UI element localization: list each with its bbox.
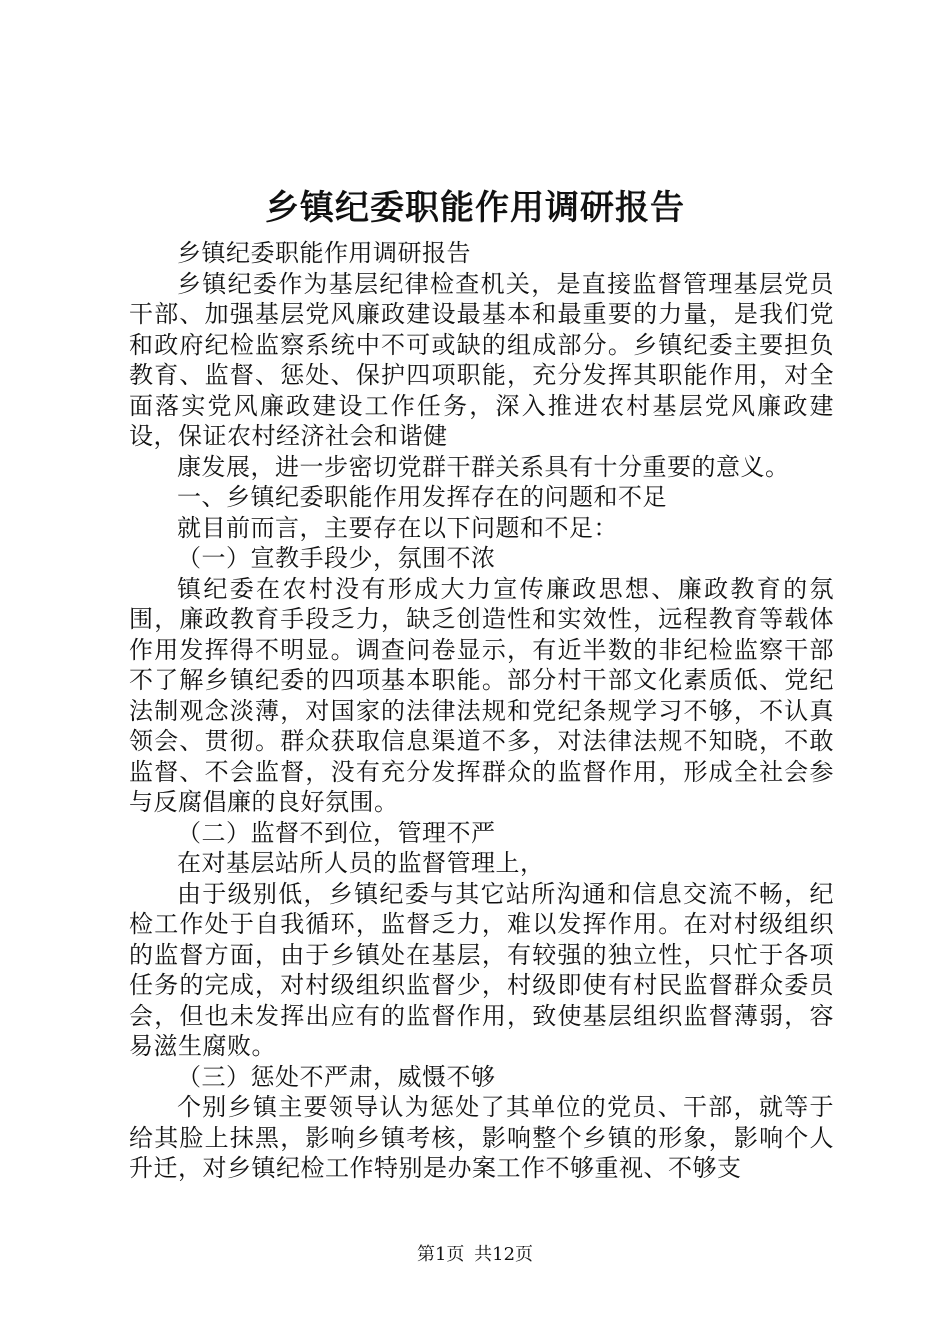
subsection-heading: （一）宣教手段少，氛围不浓	[177, 544, 496, 572]
paragraph: 镇纪委在农村没有形成大力宣传廉政思想、廉政教育的氛围，廉政教育手段乏力，缺乏创造性和实效性，远程教育等载体作用发挥得不明显。调查问卷显示，有近半数的非纪检监察干部不了解乡镇纪委的四项基本职能。部分村干部文化素质低、党纪法制观念淡薄，对国家的法律法规和党纪条规学习不够，不认真领会、贯彻。群众获取信息渠道不多，对法律法规不知晓，不敢监督、不会监督，没有充分发挥群众的监督作用，形成全社会参与反腐倡廉的良好氛围。	[129, 574, 834, 816]
page-number: 第1页	[416, 1244, 465, 1265]
document-body	[129, 238, 834, 1184]
paragraph: 由于级别低，乡镇纪委与其它站所沟通和信息交流不畅，纪检工作处于自我循环，监督乏力，难以发挥作用。在对村级组织的监督方面，由于乡镇处在基层，有较强的独立性，只忙于各项任务的完成，对村级组织监督少，村级即使有村民监督群众委员会，但也未发挥出应有的监督作用，致使基层组织监督薄弱，容易滋生腐败。	[129, 879, 834, 1060]
section-heading: 一、乡镇纪委职能作用发挥存在的问题和不足	[177, 483, 667, 511]
paragraph: 乡镇纪委职能作用调研报告	[177, 239, 471, 267]
paragraph: 个别乡镇主要领导认为惩处了其单位的党员、干部，就等于给其脸上抹黑，影响乡镇考核，影响整个乡镇的形象，影响个人升迁，对乡镇纪检工作特别是办案工作不够重视、不够支	[129, 1093, 834, 1182]
page-footer	[0, 1243, 950, 1267]
paragraph: 康发展，进一步密切党群干群关系具有十分重要的意义。	[177, 452, 790, 481]
paragraph: 乡镇纪委作为基层纪律检查机关，是直接监督管理基层党员干部、加强基层党风廉政建设最基本和最重要的力量，是我们党和政府纪检监察系统中不可或缺的组成部分。乡镇纪委主要担负教育、监督、惩处、保护四项职能，充分发挥其职能作用，对全面落实党风廉政建设工作任务，深入推进农村基层党风廉政建设，保证农村经济社会和谐健	[129, 269, 834, 450]
paragraph: 就目前而言，主要存在以下问题和不足：	[177, 513, 618, 542]
page-total: 共12页	[474, 1244, 534, 1265]
paragraph: 在对基层站所人员的监督管理上，	[177, 849, 545, 877]
subsection-heading: （二）监督不到位，管理不严	[177, 818, 496, 847]
subsection-heading: （三）惩处不严肃，威慑不够	[177, 1062, 496, 1091]
document-title: 乡镇纪委职能作用调研报告	[265, 188, 685, 228]
